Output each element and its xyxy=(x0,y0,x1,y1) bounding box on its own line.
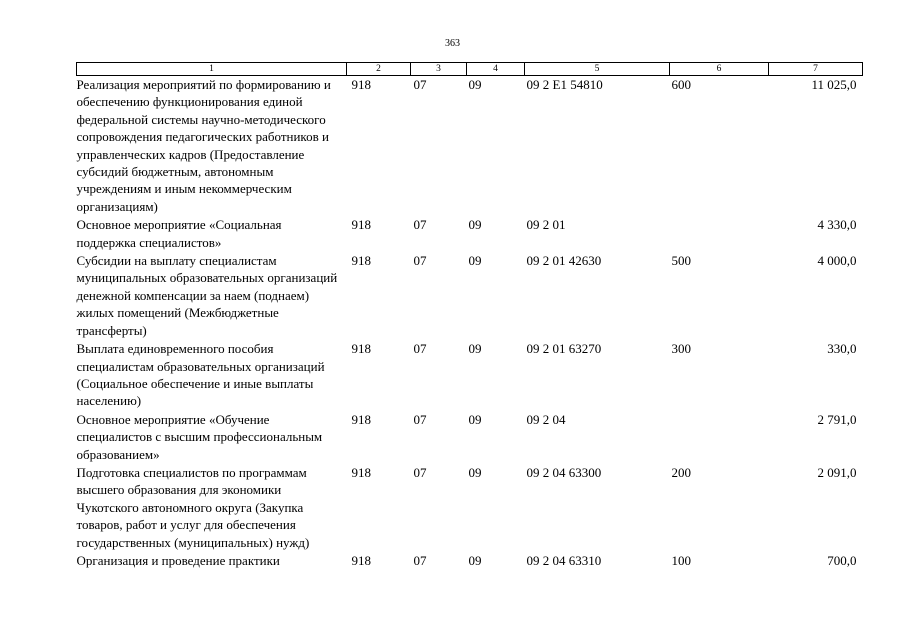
row-target: 09 2 04 xyxy=(526,411,566,427)
row-vr: 100 xyxy=(671,552,691,568)
row-section: 07 xyxy=(413,253,427,269)
row-amount: 700,0 xyxy=(827,552,857,568)
row-vr xyxy=(670,411,769,464)
row-grbs: 918 xyxy=(351,217,371,233)
row-amount: 2 091,0 xyxy=(817,464,857,480)
table-row xyxy=(77,252,863,340)
row-grbs: 918 xyxy=(351,552,371,568)
row-amount: 4 000,0 xyxy=(817,253,857,269)
page-number: 363 xyxy=(445,38,460,49)
row-subsection: 09 xyxy=(468,253,482,269)
table-row xyxy=(77,464,863,552)
row-section: 07 xyxy=(413,464,427,480)
row-amount: 2 791,0 xyxy=(817,411,857,427)
row-target: 09 2 01 42630 xyxy=(526,253,602,269)
row-name: Субсидии на выплату специалистам муниципальных образовательных организаций денежной компенсации за наем (поднаем) жилых помещений (Межбюджетные трансферты) xyxy=(76,253,338,338)
column-header-4: 4 xyxy=(467,63,525,76)
row-subsection: 09 xyxy=(468,464,482,480)
row-grbs: 918 xyxy=(351,411,371,427)
row-vr: 500 xyxy=(671,253,691,269)
row-subsection: 09 xyxy=(468,77,482,92)
row-section: 07 xyxy=(413,411,427,427)
row-amount: 4 330,0 xyxy=(817,217,857,233)
row-section: 07 xyxy=(413,341,427,357)
row-target: 09 2 04 63310 xyxy=(526,552,602,568)
row-name: Выплата единовременного пособия специалистам образовательных организаций (Социальное обеспечение и иные выплаты населению) xyxy=(76,341,325,409)
row-name: Основное мероприятие «Обучение специалистов с высшим профессиональным образованием» xyxy=(76,411,323,462)
table-row xyxy=(77,340,863,411)
row-vr: 300 xyxy=(671,341,691,357)
row-name: Организация и проведение практики xyxy=(76,552,280,568)
row-target: 09 2 E1 54810 xyxy=(526,77,603,92)
table-row xyxy=(77,552,863,570)
row-name: Подготовка специалистов по программам высшего образования для экономики Чукотского автономного округа (Закупка товаров, работ и услуг для обеспечения государственных (муниципальных) нужд) xyxy=(76,464,310,550)
budget-table xyxy=(76,62,863,570)
row-section: 07 xyxy=(413,552,427,568)
row-grbs: 918 xyxy=(351,464,371,480)
row-grbs: 918 xyxy=(351,253,371,269)
column-header-7: 7 xyxy=(769,63,863,76)
row-grbs: 918 xyxy=(351,341,371,357)
column-header-2: 2 xyxy=(347,63,411,76)
column-header-5: 5 xyxy=(525,63,670,76)
row-subsection: 09 xyxy=(468,341,482,357)
table-row xyxy=(77,216,863,252)
row-subsection: 09 xyxy=(468,552,482,568)
column-header-3: 3 xyxy=(411,63,467,76)
row-subsection: 09 xyxy=(468,411,482,427)
row-section: 07 xyxy=(413,77,427,92)
row-grbs: 918 xyxy=(351,77,371,92)
row-amount: 11 025,0 xyxy=(811,77,857,92)
row-name: Реализация мероприятий по формированию и обеспечению функционирования единой федеральной системы научно-методического сопровождения педагогических работников и управленческих кадров (Предоставление субсидий бюджетным, автономным учреждениям и иным некоммерческим организациям) xyxy=(76,77,331,214)
row-vr: 200 xyxy=(671,464,691,480)
row-amount: 330,0 xyxy=(827,341,857,357)
row-vr: 600 xyxy=(671,77,691,92)
table-row xyxy=(77,76,863,217)
row-target: 09 2 04 63300 xyxy=(526,464,602,480)
column-header-6: 6 xyxy=(670,63,769,76)
row-subsection: 09 xyxy=(468,217,482,233)
row-target: 09 2 01 63270 xyxy=(526,341,602,357)
table-row xyxy=(77,411,863,464)
row-vr xyxy=(670,216,769,252)
column-number-row xyxy=(77,63,863,76)
row-section: 07 xyxy=(413,217,427,233)
row-target: 09 2 01 xyxy=(526,217,566,233)
row-name: Основное мероприятие «Социальная поддержка специалистов» xyxy=(76,217,282,250)
column-header-1: 1 xyxy=(77,63,347,76)
